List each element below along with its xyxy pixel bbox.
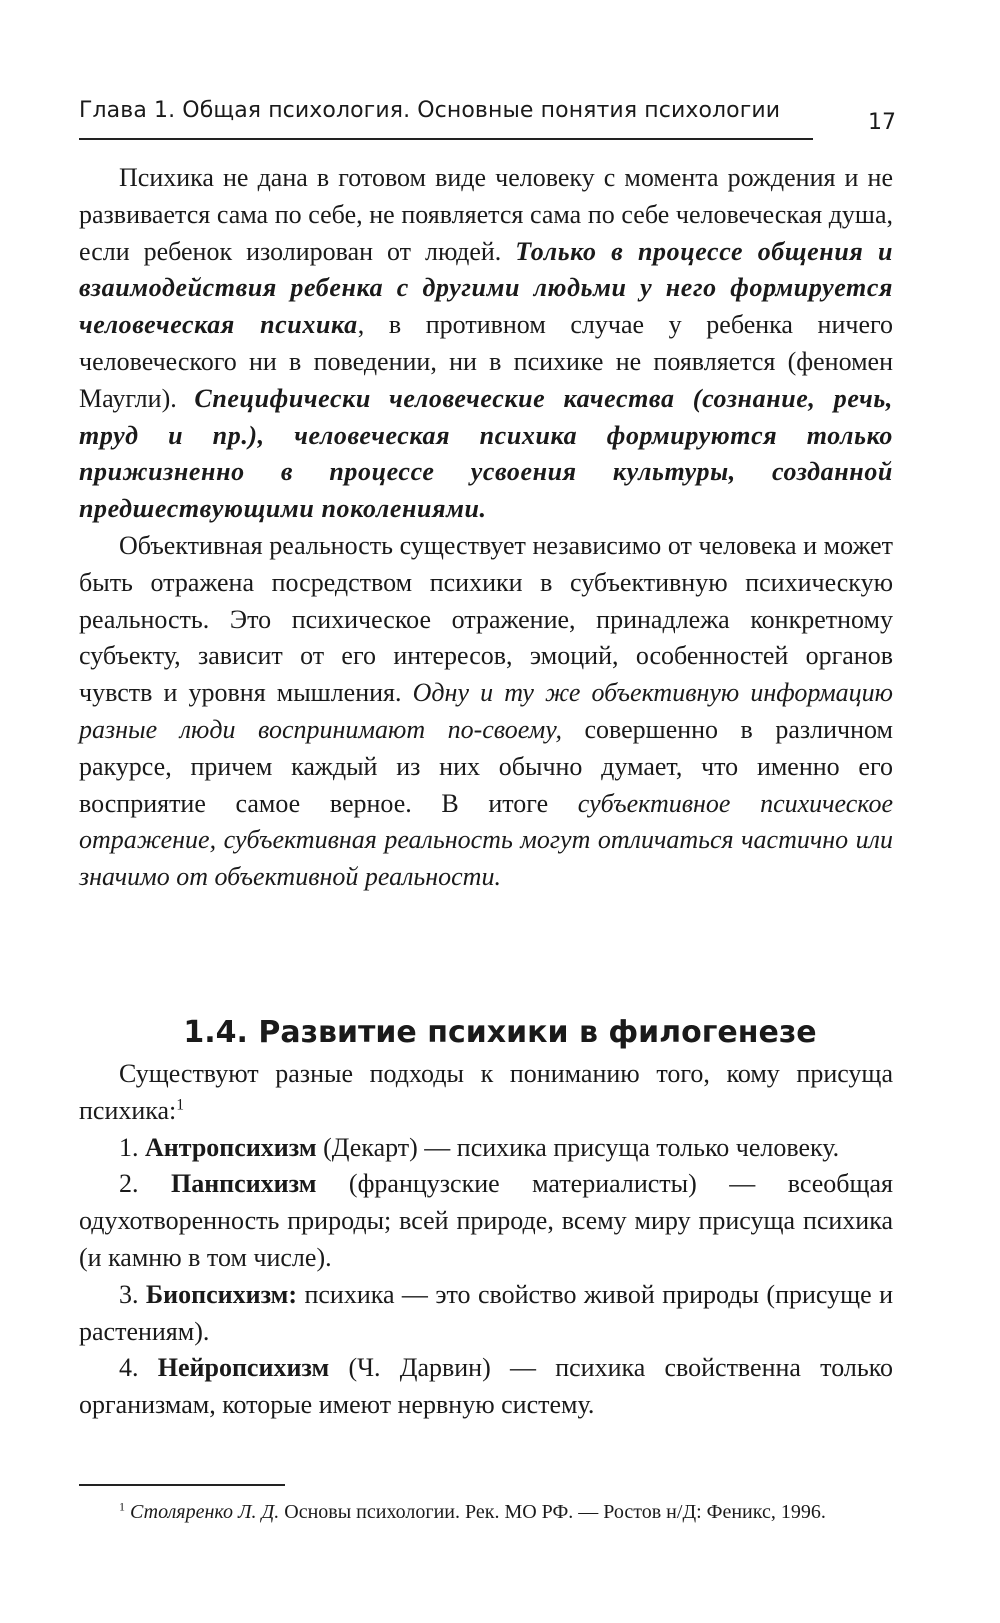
list-item [79, 1350, 893, 1424]
footnote-reference: 1 [176, 1096, 185, 1114]
list-item [79, 1130, 893, 1167]
section-heading: 1.4. Развитие психики в филогенезе [183, 1015, 817, 1050]
intro-text: Существуют разные подходы к пониманию того, кому присуща психика: [79, 1059, 893, 1125]
list-item-text: (Декарт) — психика присуща только человеку. [316, 1132, 840, 1162]
paragraph-objective-reality [79, 528, 893, 896]
emphasis-bold-italic: Специфически человеческие качества (сознание, речь, труд и пр.), человеческая психика формируются только прижизненно в процессе усвоения культуры, созданной предшествующими поколениями. [79, 383, 893, 524]
running-title: Глава 1. Общая психология. Основные понятия психологии [79, 98, 781, 123]
paragraph-text: Объективная реальность существует независимо от человека и может быть отражена посредством психики в субъективную психическую реальность. Это психическое отражение, принадлежа конкретному субъекту, зависит от его интересов, эмоций, особенностей органов чувств и уровня мышления. [79, 530, 893, 708]
list-item-text: (французские материалисты) — всеобщая одухотворенность природы; всей природе, всему миру присуща психика (и камню в том числе). [79, 1169, 894, 1272]
list-item-number: 3. [119, 1279, 146, 1309]
paragraph-text: Психика не дана в готовом виде человеку с момента рождения и не развивается сама по себе, не появляется сама по себе человеческая душа, если ребенок изолирован от людей. [79, 163, 893, 266]
section-intro [79, 1056, 893, 1130]
emphasis-italic: субъективное психическое отражение, субъективная реальность могут отличаться частично или значимо от объективной реальности. [79, 788, 894, 892]
list-item-number: 1. [119, 1132, 145, 1162]
running-header [79, 96, 813, 140]
emphasis-bold-italic: Только в процессе общения и взаимодействия ребенка с другими людьми у него формируется человеческая психика [79, 236, 894, 340]
main-text-upper [79, 160, 893, 896]
emphasis-italic: Одну и ту же объективную информацию разные люди воспринимают по-своему, [79, 678, 893, 744]
list-item [79, 1166, 893, 1276]
footnote-author: Столяренко Л. Д. [130, 1501, 280, 1523]
footnote-mark: 1 [119, 1499, 125, 1514]
list-item-number: 4. [119, 1353, 158, 1383]
paragraph-text: , в противном случае у ребенка ничего человеческого ни в поведении, ни в психике не появляется (феномен Маугли). [79, 310, 894, 413]
list-item-text: (Ч. Дарвин) — психика свойственна только организмам, которые имеют нервную систему. [79, 1353, 894, 1420]
footnote-divider [79, 1484, 285, 1486]
footnote-text: Основы психологии. Рек. МО РФ. — Ростов н/Д: Феникс, 1996. [279, 1501, 826, 1523]
list-item-term: Биопсихизм: [145, 1279, 298, 1309]
list-item-term: Нейропсихизм [157, 1353, 330, 1383]
list-item-number: 2. [119, 1169, 171, 1199]
paragraph-text: совершенно в различном ракурсе, причем каждый из них обычно думает, что именно его восприятие самое верное. В итоге [79, 714, 893, 818]
paragraph-psyche-development [79, 160, 893, 528]
page-number: 17 [868, 110, 896, 135]
list-item [79, 1277, 893, 1351]
list-item-term: Панпсихизм [170, 1169, 317, 1199]
list-item-text: психика — это свойство живой природы (присуще и растениям). [79, 1279, 893, 1346]
list-item-term: Антропсихизм [145, 1132, 317, 1162]
main-text-lower [79, 1056, 893, 1424]
footnote [79, 1495, 893, 1529]
